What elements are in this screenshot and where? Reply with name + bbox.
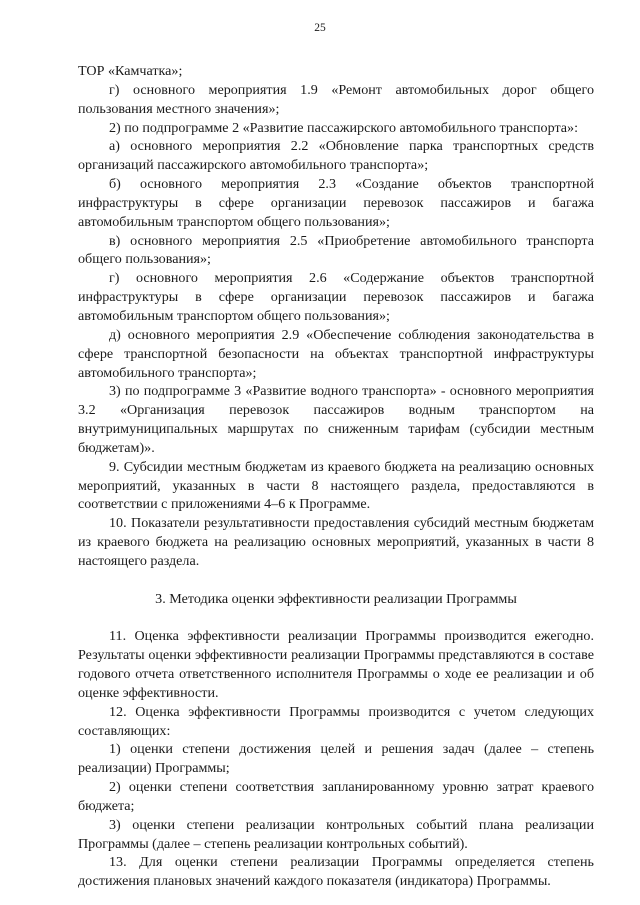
paragraph: в) основного мероприятия 2.5 «Приобретение автомобильного транспорта общего пользования»; (78, 232, 594, 268)
paragraphs-top (78, 62, 594, 571)
paragraph: г) основного мероприятия 1.9 «Ремонт автомобильных дорог общего пользования местного значения»; (78, 81, 594, 117)
paragraph: 2) оценки степени соответствия запланированному уровню затрат краевого бюджета; (78, 779, 594, 814)
paragraphs-bottom (78, 627, 594, 891)
paragraph: 10. Показатели результативности предоставления субсидий местным бюджетам из краевого бюджета на реализацию основных мероприятий, указанных в части 8 настоящего раздела. (78, 515, 594, 569)
paragraph: б) основного мероприятия 2.3 «Создание объектов транспортной инфраструктуры в сфере организации перевозок пассажиров и багажа автомобильным транспортом общего пользования»; (78, 176, 594, 230)
paragraph: 3) оценки степени реализации контрольных событий плана реализации Программы (далее – степень реализации контрольных событий). (78, 816, 594, 852)
paragraph: 9. Субсидии местным бюджетам из краевого бюджета на реализацию основных мероприятий, указанных в части 8 настоящего раздела, предоставляются в соответствии с приложениями 4–6 к Программе. (78, 458, 594, 513)
paragraph: ТОР «Камчатка»; (78, 63, 183, 79)
document-body (78, 62, 594, 891)
section-heading: 3. Методика оценки эффективности реализации Программы (155, 590, 517, 607)
paragraph: а) основного мероприятия 2.2 «Обновление парка транспортных средств организаций пассажирского автомобильного транспорта»; (78, 138, 594, 174)
paragraph: 1) оценки степени достижения целей и решения задач (далее – степень реализации) Программы; (78, 741, 594, 777)
paragraph: 2) по подпрограмме 2 «Развитие пассажирского автомобильного транспорта»: (109, 119, 578, 136)
paragraph: 3) по подпрограмме 3 «Развитие водного транспорта» - основного мероприятия 3.2 «Организация перевозок пассажиров водным транспортом на внутримуниципальных маршрутах по сниженным тарифам (субсидии местным бюджетам)». (78, 383, 594, 456)
paragraph: 12. Оценка эффективности Программы производится с учетом следующих составляющих: (78, 703, 594, 739)
paragraph: д) основного мероприятия 2.9 «Обеспечение соблюдения законодательства в сфере транспортной безопасности на объектах транспортной инфраструктуры автомобильного транспорта»; (78, 326, 594, 381)
paragraph: 11. Оценка эффективности реализации Программы производится ежегодно. Результаты оценки эффективности реализации Программы представляются в составе годового отчета ответственного исполнителя Программы о ходе ее реализации и об оценке эффективности. (78, 628, 594, 701)
spacer (78, 571, 594, 590)
paragraph: 13. Для оценки степени реализации Программы определяется степень достижения плановых значений каждого показателя (индикатора) Программы. (78, 854, 594, 890)
page-number: 25 (314, 22, 326, 34)
spacer (78, 608, 594, 627)
paragraph: г) основного мероприятия 2.6 «Содержание объектов транспортной инфраструктуры в сфере организации перевозок пассажиров и багажа автомобильным транспортом общего пользования»; (78, 270, 594, 324)
